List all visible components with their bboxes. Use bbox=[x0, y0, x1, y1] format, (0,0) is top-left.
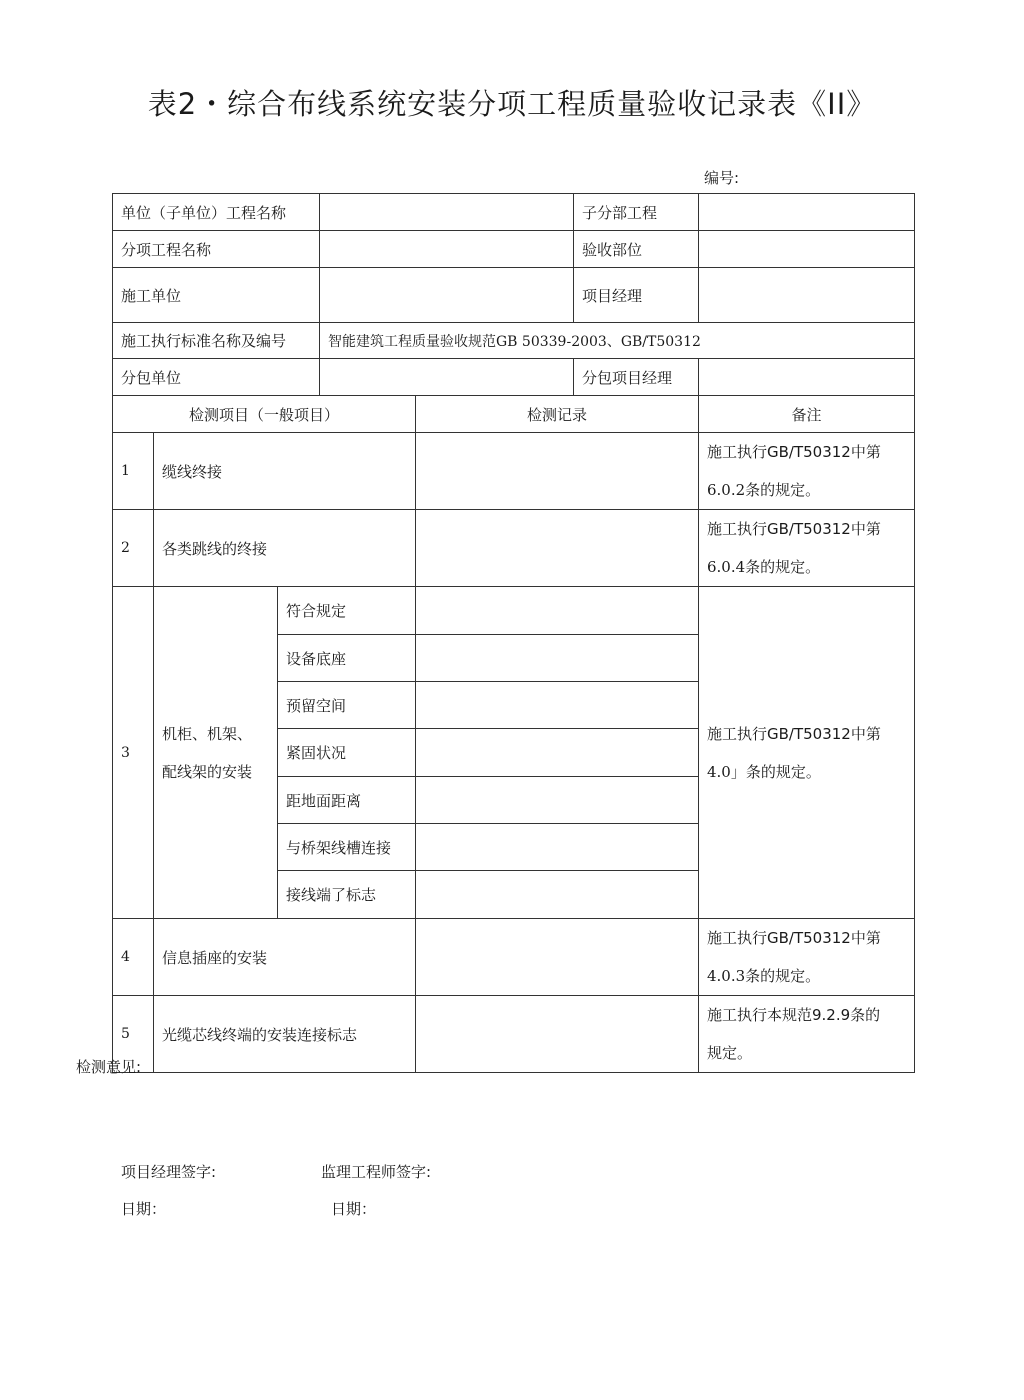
construction-unit-value[interactable] bbox=[320, 268, 574, 323]
project-manager-label: 项目经理 bbox=[574, 268, 699, 323]
sub-item-record-cell[interactable] bbox=[416, 682, 699, 729]
item-name bbox=[154, 587, 278, 919]
item-remark-line: 4.0」条的规定。 bbox=[707, 762, 821, 781]
acceptance-part-label: 验收部位 bbox=[574, 231, 699, 268]
item-number: 3 bbox=[113, 587, 154, 919]
column-header-row bbox=[113, 396, 915, 433]
sub-item-name-label: 分项工程名称 bbox=[113, 231, 320, 268]
item-name: 信息插座的安装 bbox=[154, 919, 416, 996]
project-manager-signature-label: 项目经理签字: bbox=[121, 1163, 217, 1181]
item-number: 4 bbox=[113, 919, 154, 996]
subcontract-manager-label: 分包项目经理 bbox=[574, 359, 699, 396]
item-remark-line: 4.0.3条的规定。 bbox=[707, 967, 821, 985]
item-name-line: 机柜、机架、 bbox=[162, 724, 253, 743]
sub-item-name: 设备底座 bbox=[278, 635, 416, 682]
construction-unit-label: 施工单位 bbox=[113, 268, 320, 323]
serial-number-label: 编号: bbox=[704, 169, 740, 187]
item-record-cell[interactable] bbox=[416, 996, 699, 1073]
header-row-sub-item bbox=[113, 231, 915, 268]
header-row-unit-name bbox=[113, 194, 915, 231]
supervisor-signature-label: 监理工程师签字: bbox=[321, 1163, 432, 1181]
item-name: 各类跳线的终接 bbox=[154, 510, 416, 587]
item-record-cell[interactable] bbox=[416, 919, 699, 996]
standard-label: 施工执行标准名称及编号 bbox=[113, 323, 320, 359]
sub-item-name-value[interactable] bbox=[320, 231, 574, 268]
sub-item-name: 接线端了标志 bbox=[278, 871, 416, 919]
item-name-line: 配线架的安装 bbox=[162, 762, 253, 781]
item-remark-line: 施工执行GB/T50312中第 bbox=[707, 724, 881, 743]
sub-division-label: 子分部工程 bbox=[574, 194, 699, 231]
item-name: 缆线终接 bbox=[154, 433, 416, 510]
sub-item-name: 距地面距离 bbox=[278, 777, 416, 824]
item-number: 2 bbox=[113, 510, 154, 587]
page-title: 表2・综合布线系统安装分项工程质量验收记录表《II》 bbox=[147, 87, 877, 121]
sub-item-record-cell[interactable] bbox=[416, 777, 699, 824]
unit-name-label: 单位（子单位）工程名称 bbox=[113, 194, 320, 231]
item-row-1 bbox=[113, 433, 915, 510]
item-remark-line: 施工执行GB/T50312中第 bbox=[707, 520, 881, 538]
subcontract-unit-label: 分包单位 bbox=[113, 359, 320, 396]
sub-division-value[interactable] bbox=[699, 194, 915, 231]
date-label-supervisor: 日期： bbox=[331, 1200, 377, 1218]
item-record-cell[interactable] bbox=[416, 510, 699, 587]
header-row-standard bbox=[113, 323, 915, 359]
item-remark bbox=[699, 433, 915, 510]
subcontract-manager-value[interactable] bbox=[699, 359, 915, 396]
item-record-cell[interactable] bbox=[416, 433, 699, 510]
sub-item-name: 符合规定 bbox=[278, 587, 416, 635]
item-row-3 bbox=[113, 587, 915, 635]
item-name: 光缆芯线终端的安装连接标志 bbox=[154, 996, 416, 1073]
item-remark-line: 规定。 bbox=[707, 1044, 753, 1062]
sub-item-record-cell[interactable] bbox=[416, 871, 699, 919]
item-remark-line: 6.0.2条的规定。 bbox=[707, 481, 821, 499]
item-remark-line: 6.0.4条的规定。 bbox=[707, 558, 821, 576]
unit-name-value[interactable] bbox=[320, 194, 574, 231]
item-row-5 bbox=[113, 996, 915, 1073]
column-header-remarks: 备注 bbox=[699, 396, 915, 433]
acceptance-part-value[interactable] bbox=[699, 231, 915, 268]
item-remark-line: 施工执行本规范9.2.9条的 bbox=[707, 1006, 881, 1024]
sub-item-name: 紧固状况 bbox=[278, 729, 416, 777]
item-number: 1 bbox=[113, 433, 154, 510]
item-remark bbox=[699, 510, 915, 587]
date-label-manager: 日期： bbox=[121, 1200, 167, 1218]
item-row-4 bbox=[113, 919, 915, 996]
sub-item-record-cell[interactable] bbox=[416, 729, 699, 777]
sub-item-record-cell[interactable] bbox=[416, 824, 699, 871]
subcontract-unit-value[interactable] bbox=[320, 359, 574, 396]
column-header-items: 检测项目（一般项目） bbox=[113, 396, 416, 433]
item-remark bbox=[699, 919, 915, 996]
item-remark bbox=[699, 996, 915, 1073]
item-remark-line: 施工执行GB/T50312中第 bbox=[707, 929, 881, 947]
sub-item-name: 预留空间 bbox=[278, 682, 416, 729]
column-header-record: 检测记录 bbox=[416, 396, 699, 433]
sub-item-name: 与桥架线槽连接 bbox=[278, 824, 416, 871]
sub-item-record-cell[interactable] bbox=[416, 635, 699, 682]
standard-value: 智能建筑工程质量验收规范GB 50339-2003、GB/T50312 bbox=[320, 323, 915, 359]
header-row-construction-unit bbox=[113, 268, 915, 323]
item-remark-line: 施工执行GB/T50312中第 bbox=[707, 443, 881, 461]
inspection-opinion-label: 检测意见: bbox=[76, 1058, 142, 1076]
acceptance-record-table bbox=[112, 193, 915, 1073]
header-row-subcontract bbox=[113, 359, 915, 396]
item-remark bbox=[699, 587, 915, 919]
project-manager-value[interactable] bbox=[699, 268, 915, 323]
sub-item-record-cell[interactable] bbox=[416, 587, 699, 635]
item-row-2 bbox=[113, 510, 915, 587]
item-number: 5 bbox=[113, 996, 154, 1073]
